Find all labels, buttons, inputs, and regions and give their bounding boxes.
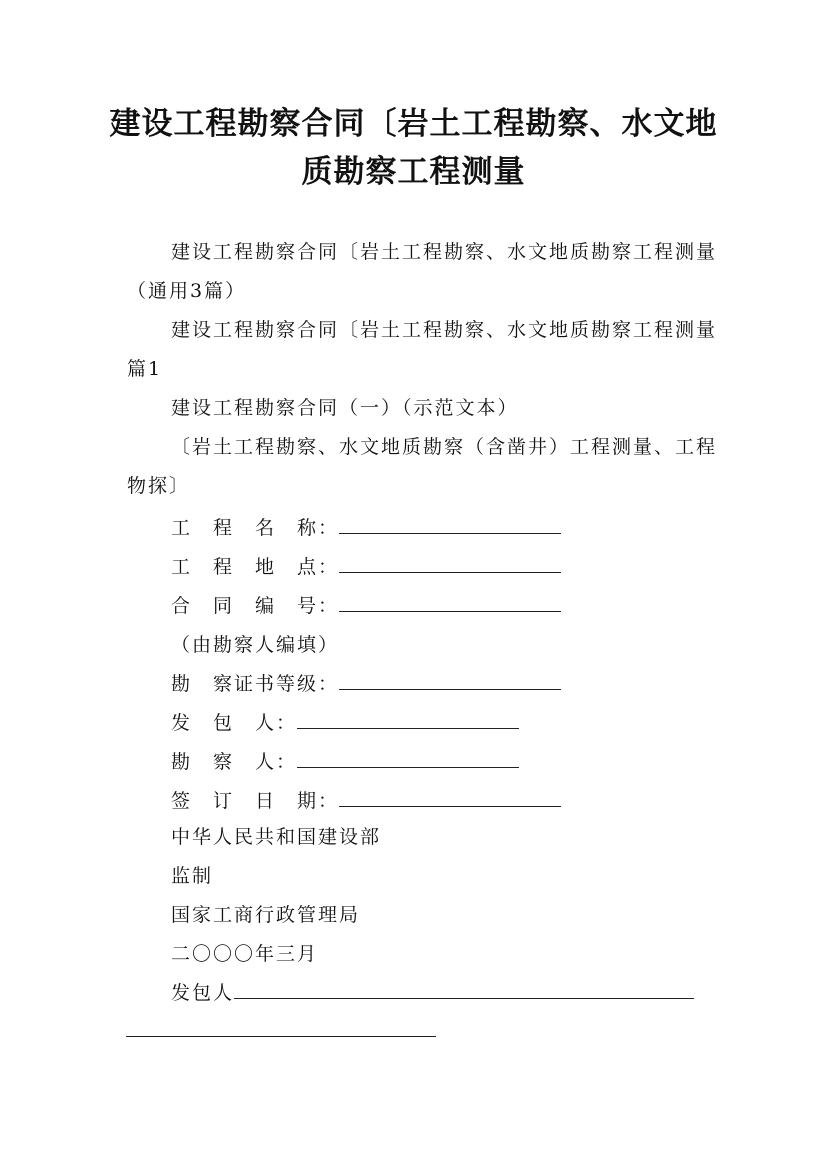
issuer-bureau: 国家工商行政管理局 bbox=[171, 904, 361, 926]
employer-line-label: 发包人 bbox=[171, 982, 235, 1004]
contract-no-row bbox=[171, 591, 561, 621]
contract-no-label: 合 同 编 号： bbox=[171, 595, 340, 617]
project-name-row bbox=[171, 513, 561, 543]
contract-no-blank[interactable] bbox=[339, 591, 561, 612]
intro-paragraph: 建设工程勘察合同〔岩土工程勘察、水文地质勘察工程测量（通用3篇） bbox=[127, 241, 718, 302]
employer-label: 发 包 人： bbox=[171, 712, 298, 734]
issuer-supervise: 监制 bbox=[171, 865, 214, 887]
filled-by-note: （由勘察人编填） bbox=[171, 634, 340, 656]
employer-row bbox=[171, 708, 519, 738]
cert-level-label: 勘 察证书等级： bbox=[171, 673, 340, 695]
sign-date-blank[interactable] bbox=[339, 786, 561, 807]
project-site-blank[interactable] bbox=[339, 552, 561, 573]
sign-date-label: 签 订 日 期： bbox=[171, 790, 340, 812]
scope-paragraph: 〔岩土工程勘察、水文地质勘察（含凿井）工程测量、工程物探〕 bbox=[127, 436, 718, 497]
surveyor-row bbox=[171, 747, 519, 777]
continuation-line[interactable] bbox=[126, 1036, 436, 1037]
project-site-row bbox=[171, 552, 561, 582]
surveyor-blank[interactable] bbox=[297, 747, 519, 768]
issue-date: 二〇〇〇年三月 bbox=[171, 943, 319, 965]
employer-line-row bbox=[171, 978, 694, 1008]
employer-blank[interactable] bbox=[297, 708, 519, 729]
contract-subtitle: 建设工程勘察合同（一）（示范文本） bbox=[171, 397, 519, 419]
sign-date-row bbox=[171, 786, 561, 816]
project-site-label: 工 程 地 点： bbox=[171, 556, 340, 578]
surveyor-label: 勘 察 人： bbox=[171, 751, 298, 773]
project-name-blank[interactable] bbox=[339, 513, 561, 534]
chapter-heading: 建设工程勘察合同〔岩土工程勘察、水文地质勘察工程测量 篇1 bbox=[127, 319, 718, 380]
cert-level-row bbox=[171, 669, 561, 699]
employer-line-blank[interactable] bbox=[234, 978, 694, 999]
project-name-label: 工 程 名 称： bbox=[171, 517, 340, 539]
cert-level-blank[interactable] bbox=[339, 669, 561, 690]
document-title: 建设工程勘察合同〔岩土工程勘察、水文地质勘察工程测量 bbox=[109, 106, 718, 190]
issuer-ministry: 中华人民共和国建设部 bbox=[171, 826, 382, 848]
